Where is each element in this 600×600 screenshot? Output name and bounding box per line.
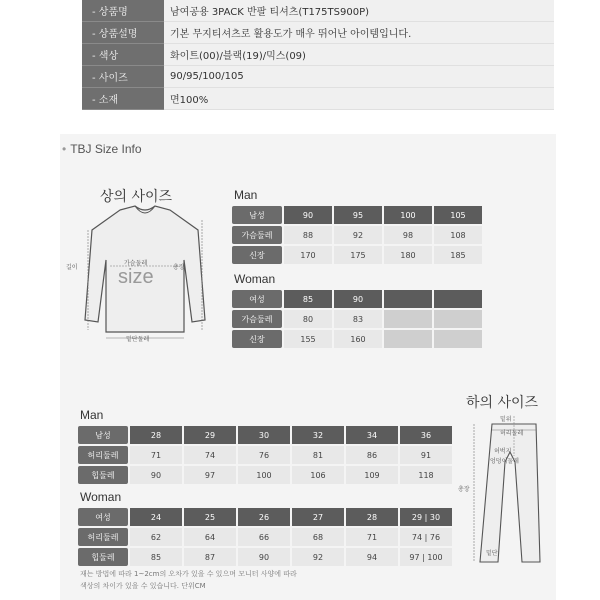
size-cell: 64 (184, 528, 236, 546)
thigh-label: 허벅지 (494, 448, 512, 455)
size-cell: 98 (384, 226, 432, 244)
bottom-woman-title: Woman (80, 490, 122, 504)
top-man-title: Man (234, 188, 258, 202)
size-table-row (78, 466, 454, 484)
product-info-label: - 소재 (82, 88, 164, 110)
size-cell: 83 (334, 310, 382, 328)
rise-label: 밑위 (500, 416, 512, 423)
size-cell: 90 (284, 206, 332, 224)
size-cell: 92 (292, 548, 344, 566)
product-info-label: - 사이즈 (82, 66, 164, 88)
pants-total-label: 총장 (458, 486, 470, 493)
length-label: 길이 (66, 264, 78, 271)
size-cell: 74 (184, 446, 236, 464)
size-cell: 62 (130, 528, 182, 546)
size-cell: 92 (334, 226, 382, 244)
hip-label: 엉덩이둘레 (490, 458, 519, 465)
size-cell: 100 (384, 206, 432, 224)
total-length-label: 총장 (173, 264, 185, 271)
size-cell: 91 (400, 446, 452, 464)
size-table-row (232, 246, 484, 264)
size-cell: 90 (238, 548, 290, 566)
size-cell: 95 (334, 206, 382, 224)
bottom-woman-size-table (78, 508, 454, 568)
size-watermark: size (118, 266, 154, 288)
size-cell: 29 (184, 426, 236, 444)
top-size-title: 상의 사이즈 (100, 189, 173, 205)
size-row-label: 힙둘레 (78, 466, 128, 484)
waist-label: 허리둘레 (500, 430, 524, 437)
size-row-label: 여성 (78, 508, 128, 526)
size-info-title: • TBJ Size Info (62, 142, 142, 156)
size-table-row (232, 330, 484, 348)
size-cell: 105 (434, 206, 482, 224)
bottom-man-title: Man (80, 408, 104, 422)
size-cell: 26 (238, 508, 290, 526)
top-woman-title: Woman (234, 272, 276, 286)
top-man-size-table (232, 206, 484, 266)
size-table-row (232, 226, 484, 244)
bottom-man-size-table (78, 426, 454, 486)
size-cell: 71 (346, 528, 398, 546)
size-cell: 100 (238, 466, 290, 484)
size-row-label: 가슴둘레 (232, 310, 282, 328)
size-cell: 86 (346, 446, 398, 464)
size-row-label: 가슴둘레 (232, 226, 282, 244)
size-cell: 32 (292, 426, 344, 444)
size-cell: 90 (130, 466, 182, 484)
size-row-label: 신장 (232, 330, 282, 348)
size-row-label: 신장 (232, 246, 282, 264)
size-cell: 80 (284, 310, 332, 328)
size-cell: 85 (130, 548, 182, 566)
size-cell: 97 | 100 (400, 548, 452, 566)
top-woman-size-table (232, 290, 484, 350)
product-info-row (82, 0, 554, 22)
size-cell: 170 (284, 246, 332, 264)
size-cell (434, 330, 482, 348)
hem-label: 밑단둘레 (126, 336, 150, 343)
size-cell (434, 290, 482, 308)
pants-hem-label: 밑단 (486, 550, 498, 557)
size-cell: 68 (292, 528, 344, 546)
size-cell: 106 (292, 466, 344, 484)
size-cell (384, 330, 432, 348)
size-row-label: 힙둘레 (78, 548, 128, 566)
size-cell: 109 (346, 466, 398, 484)
size-row-label: 허리둘레 (78, 446, 128, 464)
chest-label: 가슴둘레 (124, 260, 148, 267)
bottom-size-title: 하의 사이즈 (466, 395, 539, 411)
size-cell: 71 (130, 446, 182, 464)
product-info-value: 남여공용 3PACK 반팔 티셔츠(T175TS900P) (164, 0, 554, 22)
size-cell: 36 (400, 426, 452, 444)
product-info-value: 면100% (164, 88, 554, 110)
size-cell: 29 | 30 (400, 508, 452, 526)
size-row-label: 여성 (232, 290, 282, 308)
size-table-row (78, 528, 454, 546)
product-info-table (82, 0, 554, 110)
product-info-row (82, 44, 554, 66)
product-info-value: 기본 무지티셔츠로 활용도가 매우 뛰어난 아이템입니다. (164, 22, 554, 44)
size-table-row (232, 310, 484, 328)
size-cell: 180 (384, 246, 432, 264)
size-cell: 28 (346, 508, 398, 526)
size-row-label: 남성 (232, 206, 282, 224)
size-cell: 108 (434, 226, 482, 244)
size-table-row (232, 290, 484, 308)
product-info-value: 90/95/100/105 (164, 66, 554, 88)
size-cell (384, 290, 432, 308)
size-cell: 88 (284, 226, 332, 244)
size-table-row (78, 446, 454, 464)
product-info-row (82, 66, 554, 88)
product-info-label: - 상품명 (82, 0, 164, 22)
size-cell: 27 (292, 508, 344, 526)
size-cell (434, 310, 482, 328)
size-cell: 66 (238, 528, 290, 546)
size-cell: 87 (184, 548, 236, 566)
size-cell: 160 (334, 330, 382, 348)
size-cell: 74 | 76 (400, 528, 452, 546)
size-note: 재는 방법에 따라 1~2cm의 오차가 있을 수 있으며 모니터 사양에 따라 색상의 차이가 있을 수 있습니다. 단위CM (80, 570, 297, 590)
size-table-row (78, 426, 454, 444)
product-info-label: - 색상 (82, 44, 164, 66)
size-table-row (78, 508, 454, 526)
size-cell: 155 (284, 330, 332, 348)
size-cell: 24 (130, 508, 182, 526)
size-cell: 28 (130, 426, 182, 444)
size-cell: 81 (292, 446, 344, 464)
size-cell: 118 (400, 466, 452, 484)
size-row-label: 허리둘레 (78, 528, 128, 546)
product-info-row (82, 22, 554, 44)
product-info-value: 화이트(00)/블랙(19)/믹스(09) (164, 44, 554, 66)
size-cell (384, 310, 432, 328)
size-cell: 34 (346, 426, 398, 444)
size-table-row (232, 206, 484, 224)
size-cell: 76 (238, 446, 290, 464)
size-cell: 97 (184, 466, 236, 484)
product-info-row (82, 88, 554, 110)
size-cell: 185 (434, 246, 482, 264)
size-row-label: 남성 (78, 426, 128, 444)
size-cell: 30 (238, 426, 290, 444)
size-cell: 94 (346, 548, 398, 566)
size-cell: 175 (334, 246, 382, 264)
size-table-row (78, 548, 454, 566)
product-info-label: - 상품설명 (82, 22, 164, 44)
size-cell: 90 (334, 290, 382, 308)
size-cell: 85 (284, 290, 332, 308)
size-cell: 25 (184, 508, 236, 526)
